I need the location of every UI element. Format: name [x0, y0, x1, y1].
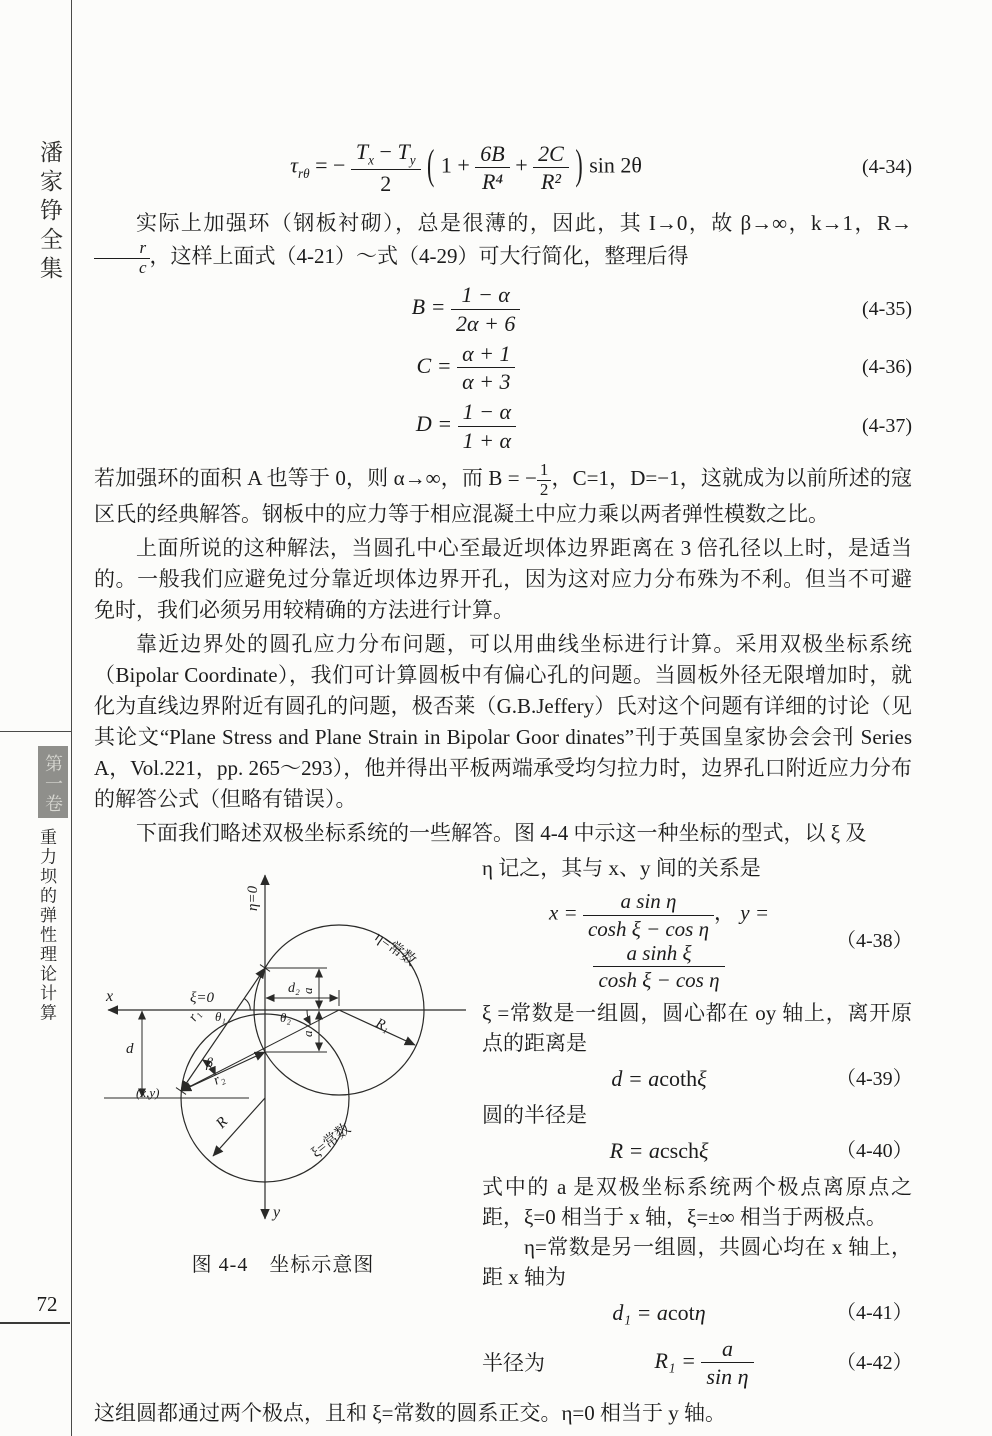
eq-term: sin 2θ	[589, 152, 642, 178]
series-title-vertical: 重力坝的弹性理论计算	[37, 828, 56, 1023]
eq-fraction: $\frac{1 - \alpha}{1 + \alpha}$	[458, 399, 516, 453]
r1-line	[181, 968, 265, 1091]
eq-fraction: $\frac{\text{a sinh ξ}}{\text{cosh ξ − cos η}}$	[593, 941, 724, 992]
radius-R1-label: R₁	[373, 1016, 392, 1036]
main-text-column	[94, 0, 912, 1432]
equation-number: （4-42）	[836, 1351, 913, 1374]
eq-denominator: 2	[380, 170, 392, 196]
equation-number: （4-39）	[836, 1067, 913, 1090]
eq-numerator: $T_x - T_y$	[351, 139, 421, 170]
paragraph-bipolar-intro: 靠近边界处的圆孔应力分布问题，可以用曲线坐标进行计算。采用双极坐标系统（Bipolar Coordinate），我们可计算圆板中有偏心孔的问题。当圆板外径无限增加时，就化为直线边界附近有圆孔的问题，极否莱（G.B.Jeffery）氏对这个问题有详细的讨论（见其论文“Plane Stress and Plane Strain in Bipolar Goor dinates”刊于英国皇家协会会刊 Series A，Vol.221，pp. 265～293），他并得出平板两端承受均匀拉力时，边界孔口附近应力分布的解答公式（但略有错误）。	[94, 632, 912, 812]
eq-term: τ	[290, 152, 298, 178]
eta-zero-label: η=0	[245, 886, 261, 912]
equation-4-37: D = $\frac{1 - \alpha}{1 + \alpha}$ (4-37)	[415, 399, 912, 453]
equation-4-38: x = $\frac{\text{a sin η}}{\text{cosh ξ − cos η}}$ ， y = $\frac{\text{a sinh ξ}}{\text{cosh ξ − cos η}}$ （4-38）	[548, 889, 913, 992]
x-axis-label: x	[106, 988, 114, 1006]
equation-4-41: d₁ = acotη （4-41）	[482, 1298, 912, 1328]
eq-fraction: $\frac{a}{\text{sin η}}$	[701, 1336, 753, 1390]
equation-4-34	[94, 139, 912, 196]
rc-line-eta-circles: η=常数是另一组圆，共圆心均在 x 轴上，距 x 轴为	[482, 1234, 912, 1289]
r1-label: r₁	[185, 1007, 205, 1025]
page-number: 72	[36, 1292, 58, 1316]
paragraph-text: ，C=1，D=−1，这就成为以前所述的寇区氏的经典解答。钢板中的应力等于相应混凝土中应力乘以两者弹性模数之比。	[94, 466, 912, 527]
figure-and-text-columns	[94, 853, 912, 1389]
paragraph-text: 若加强环的面积 A 也等于 0，则 α→∞，而 B = −	[94, 466, 537, 491]
xi-constant-circle-label: ξ=常数	[308, 1121, 355, 1162]
eta-constant-circle-label: η=常数	[371, 929, 419, 970]
inline-fraction: $\frac{r}{c}$	[94, 239, 150, 277]
theta1-angle-arc	[244, 999, 250, 1011]
bipolar-coordinates-diagram	[94, 853, 472, 1235]
eq-fraction	[351, 139, 421, 196]
eq-term: = −	[315, 152, 346, 178]
paragraph-orthogonal-circles: 这组圆都通过两个极点，且和 ξ=常数的圆系正交。η=0 相当于 y 轴。	[94, 1400, 727, 1425]
equation-number: （4-41）	[836, 1301, 913, 1324]
dim-a-upper-label: a	[300, 987, 315, 995]
inline-fraction: $\frac{1}{2}$	[537, 461, 552, 499]
eq-term: 1 +	[440, 152, 470, 178]
sidebar-rule-upper	[0, 731, 71, 732]
eq-sub: rθ	[297, 165, 310, 181]
eq-paren-open: (	[427, 140, 435, 189]
xi-zero-label: ξ=0	[190, 990, 215, 1007]
eq-term: +	[515, 152, 528, 178]
equation-number: （4-38）	[836, 929, 913, 952]
rc-line-radius-is: 圆的半径是	[482, 1102, 587, 1127]
rc-line-pole-distance: 式中的 a 是双极坐标系统两个极点离原点之距，ξ=0 相当于 x 轴，ξ=±∞ 相当于两极点。	[482, 1174, 912, 1229]
paragraph-classic-solution	[94, 461, 912, 530]
paragraph-text: 实际上加强环（钢板衬砌），总是很薄的，因此，其 I→0，故 β→∞，k→1，R→	[136, 210, 912, 235]
figure-caption: 图 4-4 坐标示意图	[191, 1254, 375, 1277]
dim-d2-label: d₂	[288, 981, 300, 997]
theta1-label: θ₁	[215, 1009, 226, 1025]
paragraph-text: ，这样上面式（4-21）～式（4-29）可大行简化，整理后得	[149, 243, 689, 268]
equation-4-40: R = acschξ （4-40）	[482, 1136, 912, 1166]
equation-number: （4-40）	[836, 1139, 913, 1162]
equation-number: (4-37)	[862, 414, 912, 437]
figure-4-4	[94, 853, 472, 1389]
eq-fraction: $\frac{6B}{\text{R⁴}}$	[475, 141, 509, 195]
eq-fraction: $\frac{2C}{\text{R²}}$	[533, 141, 569, 195]
theta2-angle-arc	[307, 1010, 311, 1025]
paragraph-figure-lead: 下面我们略述双极坐标系统的一些解答。图 4-4 中示这一种坐标的型式，以 ξ 及	[136, 821, 867, 846]
equation-4-42: 半径为 R₁ = $\frac{a}{\text{sin η}}$ （4-42）	[482, 1335, 913, 1390]
rc-line-relation: η 记之，其与 x、y 间的关系是	[482, 856, 761, 881]
equation-4-36: C = $\frac{\alpha + 1}{\alpha + 3}$ (4-36)	[416, 340, 912, 395]
y-axis-label: y	[273, 1204, 281, 1222]
eq-paren-close: )	[575, 140, 583, 189]
paragraph-hole-distance: 上面所说的这种解法，当圆孔中心至最近坝体边界距离在 3 倍孔径以上时，是适当的。一般我们应避免过分靠近坝体边界开孔，因为这对应力分布殊为不利。但当不可避免时，我们必须另用较精确的方法进行计算。	[94, 536, 912, 623]
equation-number: (4-35)	[862, 297, 912, 320]
dim-a-lower-label: a	[300, 1030, 315, 1038]
point-xy-label: (x,y)	[136, 1085, 160, 1101]
r2-label: r₂	[211, 1071, 228, 1090]
dim-d-label: d	[126, 1041, 134, 1058]
paragraph-reinforcing-ring	[94, 208, 912, 277]
sidebar-rule-vertical	[71, 0, 72, 1436]
eq-fraction: $\frac{\text{a sin η}}{\text{cosh ξ − cos η}}$	[583, 889, 714, 940]
radius-R-label: R	[213, 1114, 232, 1133]
theta2-label: θ₂	[280, 1010, 291, 1026]
point-to-center-line	[181, 1007, 339, 1091]
eq-fraction: $\frac{\alpha + 1}{\alpha + 3}$	[457, 341, 515, 395]
equation-number: (4-36)	[862, 356, 912, 379]
rc-line-xi-circles: ξ =常数是一组圆，圆心都在 oy 轴上，离开原点的距离是	[482, 1000, 912, 1055]
right-text-column	[472, 853, 912, 1389]
equation-4-35: B = $\frac{1 - \alpha}{2\alpha + 6}$ (4-35)	[411, 282, 912, 336]
eq-fraction: $\frac{1 - \alpha}{2\alpha + 6}$	[451, 282, 520, 336]
beta-label: β	[206, 1056, 213, 1072]
radius-label: 半径为	[482, 1350, 545, 1375]
equation-number: (4-34)	[862, 155, 912, 178]
sidebar-rule-lower	[0, 1322, 70, 1324]
volume-badge: 第一卷	[38, 746, 68, 818]
collection-title-vertical: 潘家铮全集	[37, 140, 62, 285]
equation-4-39: d = acothξ （4-39）	[482, 1064, 912, 1094]
equation-4-34-body	[94, 139, 838, 196]
